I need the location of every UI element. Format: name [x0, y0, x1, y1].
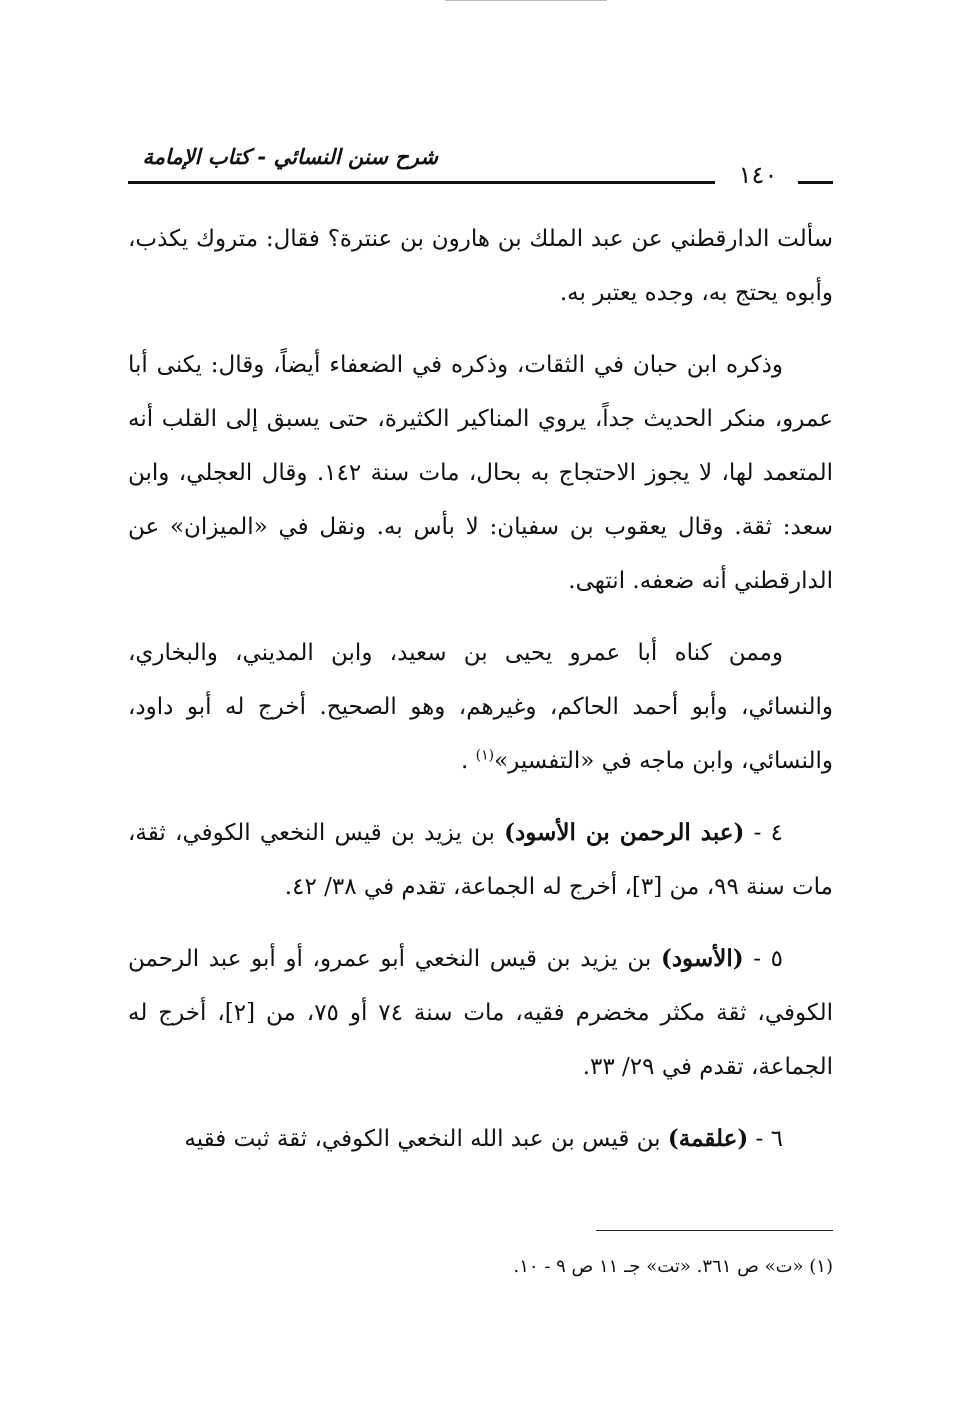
- narrator-entry-5: [128, 932, 833, 1094]
- header-rule: [128, 181, 715, 184]
- running-header: [128, 145, 833, 193]
- footnote-separator: [596, 1230, 833, 1231]
- page-number: ١٤٠: [738, 161, 778, 189]
- paragraph-3-text: وممن كناه أبا عمرو يحيى بن سعيد، وابن المديني، والبخاري، والنسائي، وأبو أحمد الحاكم، وغيرهم، وهو الصحيح. أخرج له أبو داود، والنسائي، وابن ماجه في «التفسير»: [128, 640, 833, 774]
- narrator-5-text: بن يزيد بن قيس النخعي أبو عمرو، أو أبو عبد الرحمن الكوفي، ثقة مكثر مخضرم فقيه، مات سنة ٧٤ أو ٧٥، من [٢]، أخرج له الجماعة، تقدم في ٢٩/ ٣٣.: [128, 946, 833, 1080]
- footnote: (١) «ت» ص ٣٦١. «تت» جـ ١١ ص ٩ - ١٠.: [513, 1256, 833, 1277]
- footnote-reference[interactable]: (١): [475, 747, 495, 764]
- narrator-6-number: ٦ -: [748, 1126, 783, 1152]
- paragraph-2: [128, 338, 833, 608]
- paragraph-3-tail: .: [460, 748, 476, 774]
- narrator-entry-4: [128, 806, 833, 914]
- narrator-4-name: (عبد الرحمن بن الأسود): [504, 819, 745, 846]
- narrator-4-number: ٤ -: [744, 820, 783, 846]
- paragraph-1: [128, 212, 833, 320]
- paragraph-3: [128, 626, 833, 788]
- top-scan-rule: [445, 0, 607, 1]
- page-number-dash: [798, 181, 833, 184]
- narrator-5-name: (الأسود): [660, 945, 744, 972]
- header-title: شرح سنن النسائي - كتاب الإمامة: [142, 145, 438, 169]
- text-body: [128, 212, 833, 1184]
- paragraph-2-text: وذكره ابن حبان في الثقات، وذكره في الضعفاء أيضاً، وقال: يكنى أبا عمرو، منكر الحديث جداً، يروي المناكير الكثيرة، حتى يسبق إلى القلب أنه المتعمد لها، لا يجوز الاحتجاج به بحال، مات سنة ١٤٢. وقال العجلي، وابن سعد: ثقة. وقال يعقوب بن سفيان: لا بأس به. ونقل في «الميزان» عن الدارقطني أنه ضعفه. انتهى.: [128, 352, 833, 594]
- paragraph-1-text: سألت الدارقطني عن عبد الملك بن هارون بن عنترة؟ فقال: متروك يكذب، وأبوه يحتج به، وجده يعتبر به.: [128, 226, 833, 306]
- narrator-4-text: بن يزيد بن قيس النخعي الكوفي، ثقة، مات سنة ٩٩، من [٣]، أخرج له الجماعة، تقدم في ٣٨/ ٤٢.: [128, 820, 833, 900]
- narrator-5-number: ٥ -: [743, 946, 783, 972]
- narrator-6-name: (علقمة): [667, 1125, 749, 1152]
- narrator-entry-6: [128, 1112, 833, 1166]
- narrator-6-text: بن قيس بن عبد الله النخعي الكوفي، ثقة ثبت فقيه: [184, 1126, 668, 1152]
